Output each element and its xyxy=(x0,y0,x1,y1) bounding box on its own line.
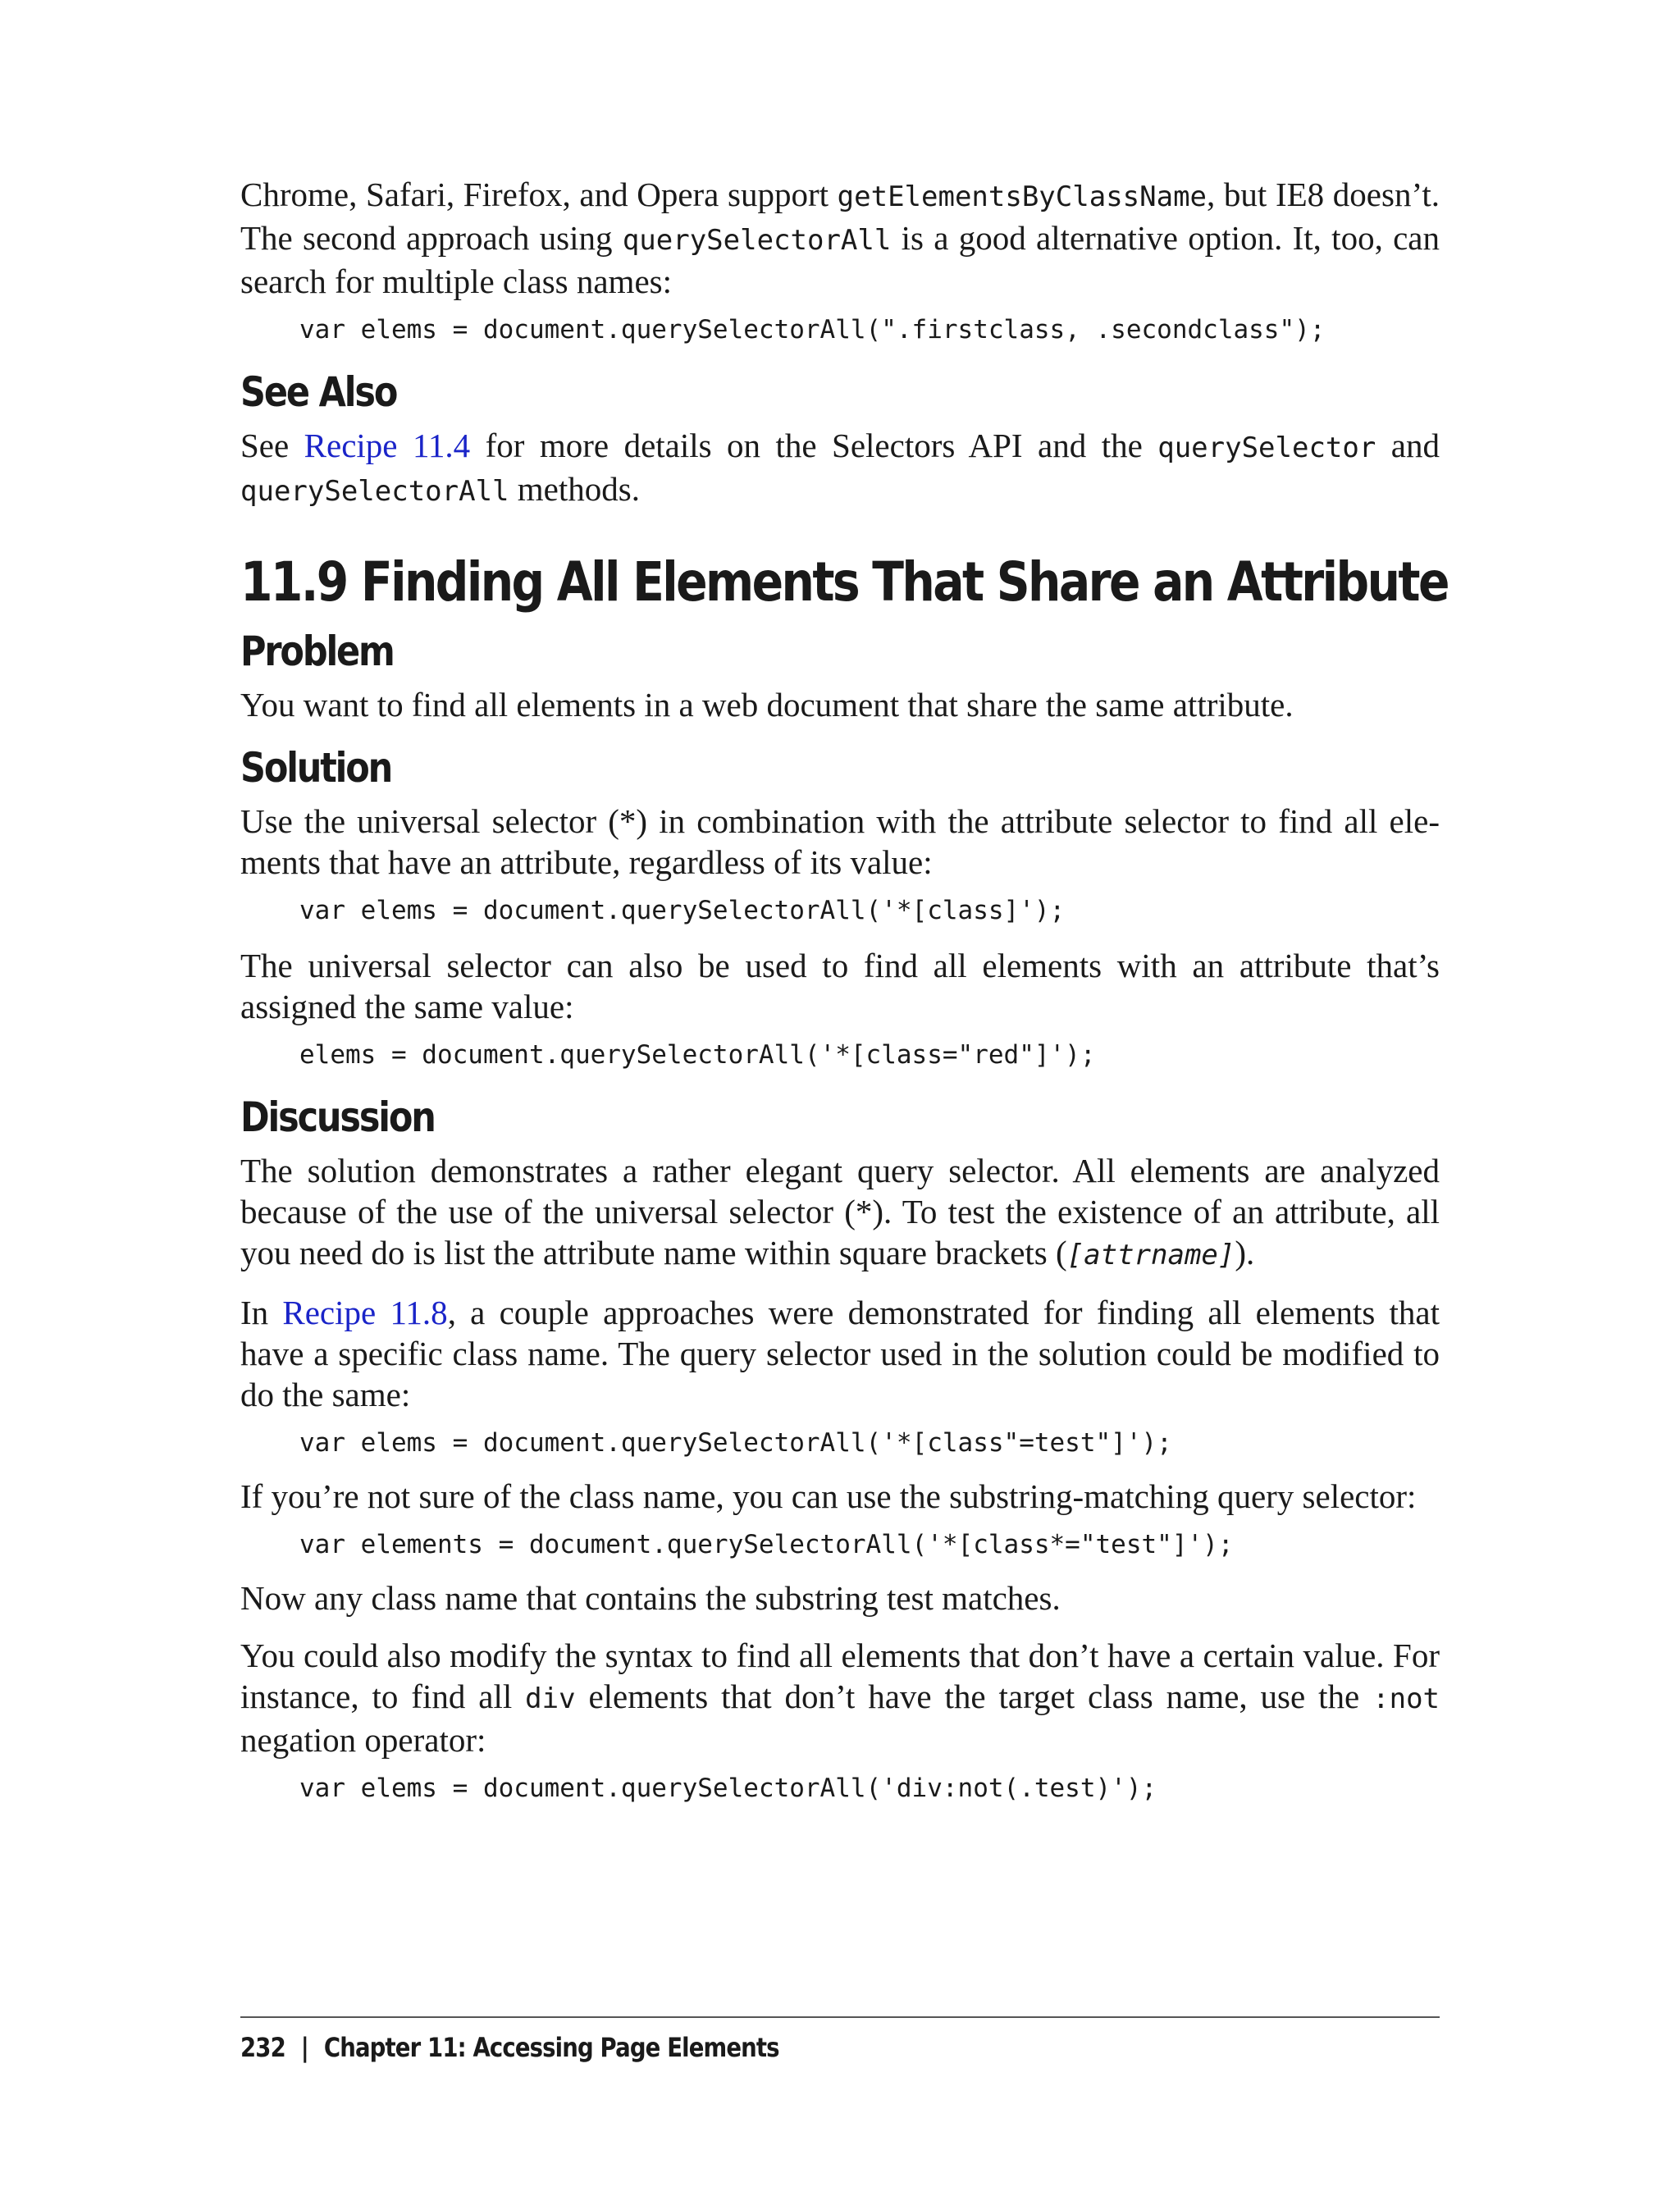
code-block: var elements = document.querySelectorAll('*[class*="test"]'); xyxy=(299,1530,1234,1559)
code-block: var elems = document.querySelectorAll('*[class"=test"]'); xyxy=(299,1428,1172,1458)
code-block: var elems = document.querySelectorAll('*[class]'); xyxy=(299,896,1066,925)
discussion-paragraph: If you’re not sure of the class name, you can use the substring-matching query selector: xyxy=(240,1477,1417,1515)
page-number: 232 xyxy=(240,2032,285,2063)
discussion-paragraph: The solution demonstrates a rather elegant query selector. All elements are analyzed because of the use of the universal selector (*). To test the existence of an attribute, all you need do is list the attribute name within square brackets ([attrname]). xyxy=(240,1152,1440,1271)
inline-code: querySelectorAll xyxy=(622,224,892,257)
inline-code-italic: [attrname] xyxy=(1066,1239,1235,1271)
problem-heading: Problem xyxy=(240,628,394,675)
solution-paragraph: The universal selector can also be used to find all elements with an attribute that’s assigned the same value: xyxy=(240,947,1440,1025)
page-footer xyxy=(240,2029,779,2066)
discussion-paragraph: Now any class name that contains the substring test matches. xyxy=(240,1579,1061,1617)
page-content xyxy=(240,174,1448,1805)
recipe-link[interactable]: Recipe 11.8 xyxy=(282,1294,448,1331)
inline-code: getElementsByClassName xyxy=(837,180,1208,213)
recipe-link[interactable]: Recipe 11.4 xyxy=(304,427,471,464)
see-also-heading: See Also xyxy=(240,368,397,416)
discussion-paragraph: In Recipe 11.8, a couple approaches were demonstrated for finding all elements that have a specific class name. The query selector used in the solution could be modified to do the same: xyxy=(240,1294,1440,1413)
intro-paragraph: Chrome, Safari, Firefox, and Opera support getElementsByClassName, but IE8 doesn’t. The second approach using querySelectorAll is a good alternative option. It, too, can search for multiple class names: xyxy=(240,176,1440,300)
code-block: var elems = document.querySelectorAll(".firstclass, .secondclass"); xyxy=(299,315,1326,345)
discussion-paragraph: You could also modify the syntax to find all elements that don’t have a certain value. For instance, to find all div elements that don’t have the target class name, use the :not negation operator: xyxy=(240,1637,1440,1759)
inline-code: :not xyxy=(1372,1682,1440,1715)
footer-rule xyxy=(240,2016,1440,2018)
problem-paragraph: You want to find all elements in a web document that share the same attribute. xyxy=(240,686,1294,724)
inline-code: querySelectorAll xyxy=(240,475,509,508)
section-title: 11.9 Finding All Elements That Share an Attribute xyxy=(240,550,1448,614)
solution-heading: Solution xyxy=(240,744,392,792)
code-block: elems = document.querySelectorAll('*[class="red"]'); xyxy=(299,1040,1096,1070)
inline-code: querySelector xyxy=(1157,431,1376,464)
code-block: var elems = document.querySelectorAll('div:not(.test)'); xyxy=(299,1774,1157,1803)
inline-code: div xyxy=(525,1682,576,1715)
footer-separator: | xyxy=(300,2032,308,2063)
discussion-heading: Discussion xyxy=(240,1093,435,1141)
solution-paragraph: Use the universal selector (*) in combination with the attribute selector to find all ele-ments that have an attribute, regardless of its value: xyxy=(240,802,1440,881)
see-also-paragraph: See Recipe 11.4 for more details on the Selectors API and the querySelector and querySelectorAll methods. xyxy=(240,427,1440,508)
chapter-title: Chapter 11: Accessing Page Elements xyxy=(323,2032,779,2063)
